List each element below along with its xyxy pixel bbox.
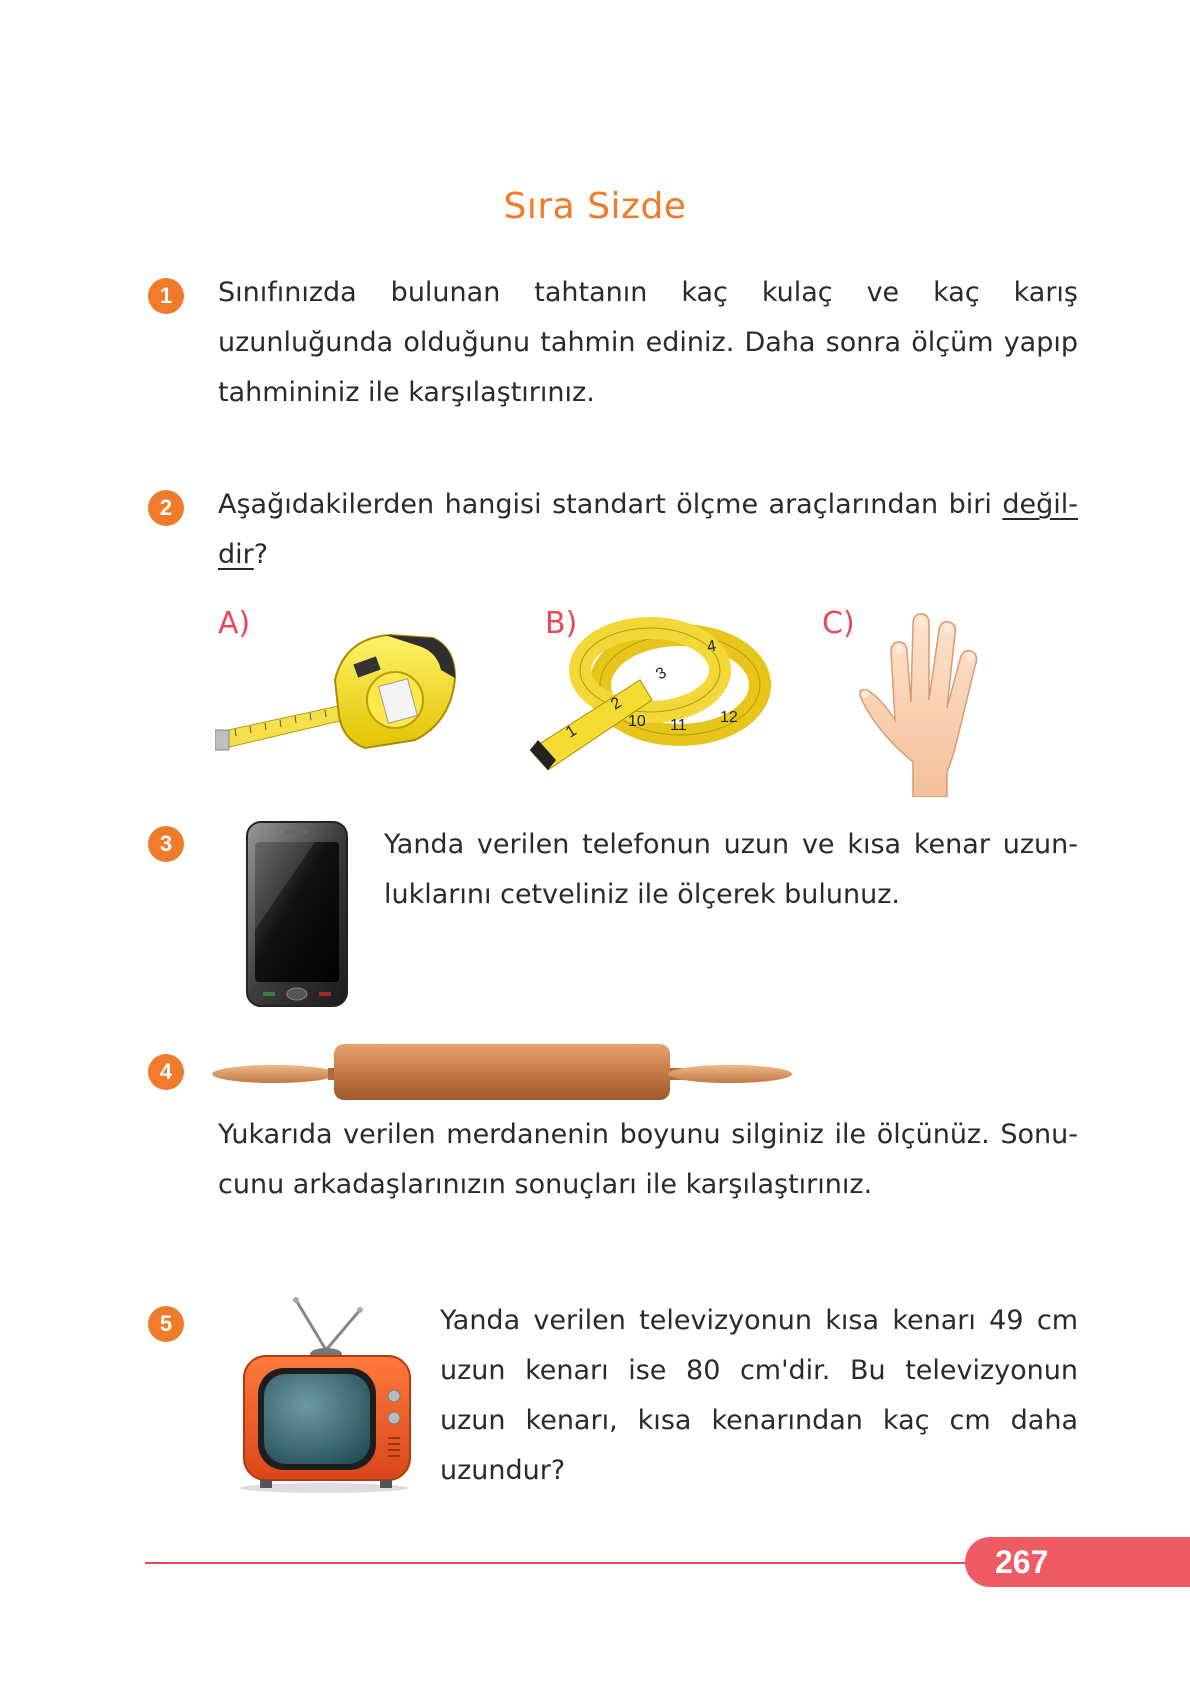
page-number: 267 <box>995 1544 1049 1580</box>
option-c-label: C) <box>822 606 855 641</box>
page-title: Sıra Sizde <box>503 186 687 227</box>
tape-number-2: 2 <box>608 694 625 714</box>
question-2-text-main: Aşağıdakilerden hangisi standart ölçme araçlarından biri <box>218 489 1003 520</box>
option-b-label: B) <box>545 606 578 641</box>
question-number-1: 1 <box>148 278 184 314</box>
footer-line <box>145 1562 985 1564</box>
television-icon <box>224 1296 414 1496</box>
question-2-question-mark: ? <box>253 539 269 570</box>
question-2-underlined: değil-dir <box>218 489 1078 570</box>
tape-number-11: 11 <box>670 717 687 734</box>
question-5-text: Yanda verilen televizyonun kısa kenarı 49 cm uzun kenarı ise 80 cm'dir. Bu televizyonun uzun kenarı, kısa kenarından kaç cm daha uzundur? <box>440 1305 1078 1486</box>
option-a-label: A) <box>218 606 251 641</box>
phone-icon <box>245 820 350 1010</box>
hand-icon <box>855 612 985 797</box>
tape-number-10: 10 <box>628 713 646 730</box>
tape-number-3: 3 <box>653 664 670 684</box>
question-1-text: Sınıfınızda bulunan tahtanın kaç kulaç ve kaç karış uzunluğunda olduğunu tahmin ediniz. Daha sonra ölçüm yapıp tahmininiz ile karşılaştırınız. <box>218 277 1078 408</box>
question-3-text: Yanda verilen telefonun uzun ve kısa kenar uzun-luklarını cetveliniz ile ölçerek bulunuz. <box>384 829 1078 910</box>
question-2-text <box>218 480 1078 580</box>
tape-number-4: 4 <box>705 637 718 656</box>
question-number-3: 3 <box>148 826 184 862</box>
question-4-text: Yukarıda verilen merdanenin boyunu silginiz ile ölçünüz. Sonu-cunu arkadaşlarınızın sonuçları ile karşılaştırınız. <box>218 1119 1078 1200</box>
measuring-tape-roll-icon <box>530 610 780 775</box>
tape-number-1: 1 <box>563 722 580 742</box>
tape-number-12: 12 <box>720 709 738 726</box>
tape-measure-icon <box>215 630 465 760</box>
question-number-4: 4 <box>148 1054 184 1090</box>
rolling-pin-icon <box>212 1040 792 1106</box>
question-number-5: 5 <box>148 1306 184 1342</box>
question-number-2: 2 <box>148 490 184 526</box>
